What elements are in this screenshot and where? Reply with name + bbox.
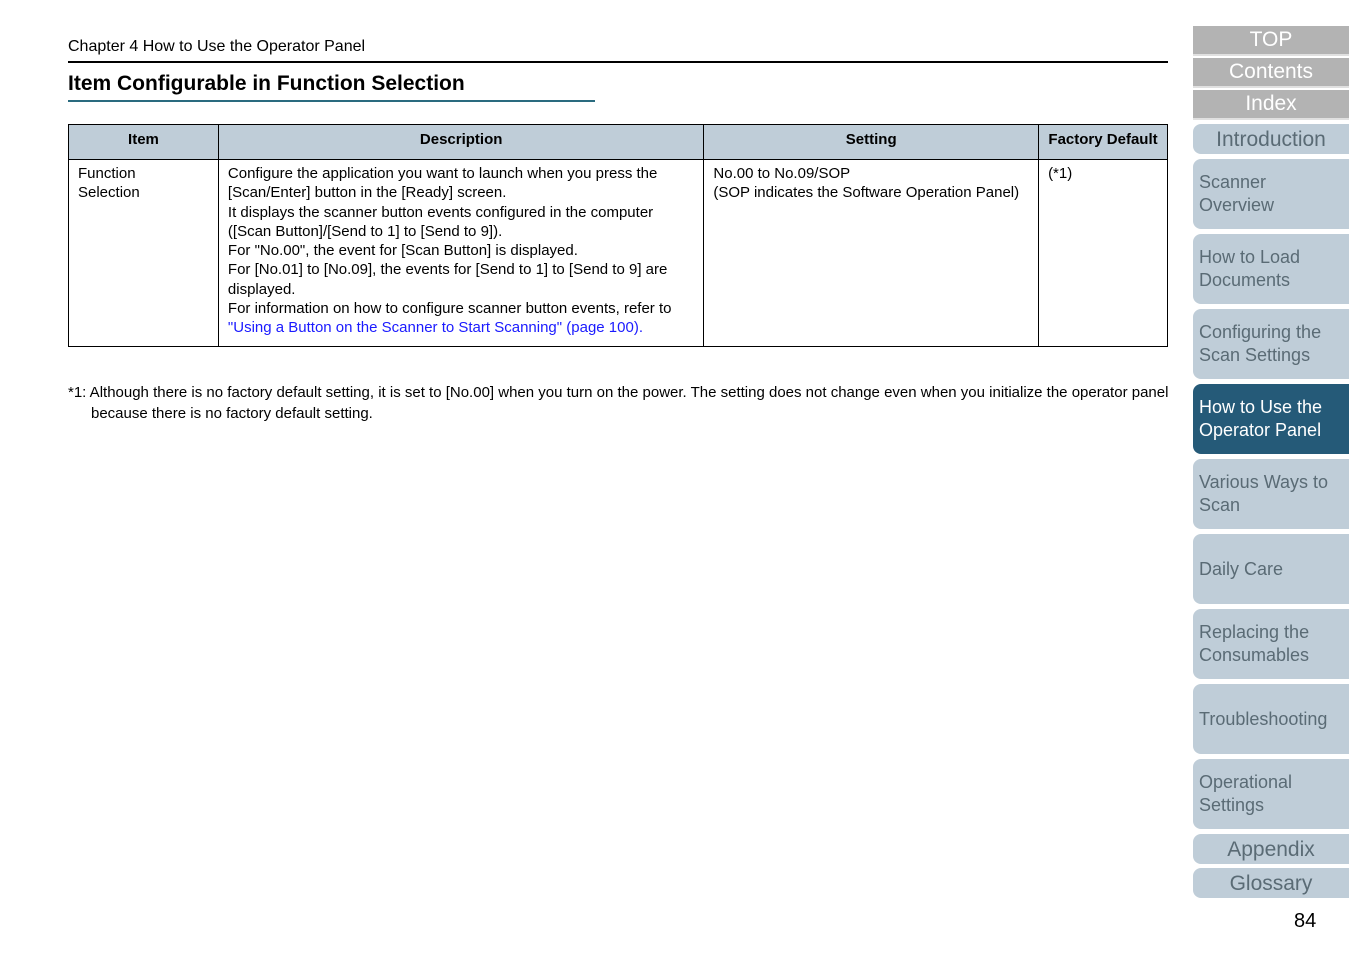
tab-troubleshooting[interactable] [1193, 684, 1349, 754]
setting-line: No.00 to No.09/SOP [713, 165, 851, 182]
description-line: For [No.01] to [No.09], the events for [Send to 1] to [Send to 9] are displayed. [227, 261, 668, 298]
tab-label: Replacing the Consumables [1199, 622, 1310, 665]
sidebar-nav [1193, 26, 1349, 120]
cell-setting [704, 160, 1039, 347]
cell-factory-default: (*1) [1039, 160, 1168, 347]
page-number: 84 [1294, 910, 1317, 932]
tab-label: How to Load Documents [1199, 247, 1301, 290]
header-rule [68, 61, 1168, 63]
tab-glossary[interactable] [1193, 868, 1349, 898]
tab-configuring-scan-settings[interactable] [1193, 309, 1349, 379]
tab-label: Introduction [1216, 127, 1326, 151]
tab-introduction[interactable] [1193, 124, 1349, 154]
item-line: Selection [78, 184, 140, 202]
tab-appendix[interactable] [1193, 834, 1349, 864]
title-underline [68, 100, 595, 102]
tab-replacing-consumables[interactable] [1193, 609, 1349, 679]
tab-operator-panel[interactable] [1193, 384, 1349, 454]
description-line: It displays the scanner button events configured in the computer ([Scan Button]/[Send to 1] to [Send to 9]). [227, 203, 654, 240]
section-title: Item Configurable in Function Selection [68, 72, 465, 95]
chapter-heading: Chapter 4 How to Use the Operator Panel [68, 38, 366, 55]
description-line [228, 299, 694, 338]
top-button[interactable]: TOP [1193, 26, 1349, 56]
tab-label: How to Use the Operator Panel [1199, 397, 1323, 440]
index-button[interactable]: Index [1193, 90, 1349, 120]
tab-label: Scanner Overview [1199, 172, 1275, 215]
cell-item [69, 160, 219, 347]
tab-daily-care[interactable] [1193, 534, 1349, 604]
tab-operational-settings[interactable] [1193, 759, 1349, 829]
table-row [69, 160, 1168, 347]
contents-button[interactable]: Contents [1193, 58, 1349, 88]
col-header-description: Description [218, 125, 703, 160]
tab-label: Appendix [1227, 837, 1315, 861]
description-line: Configure the application you want to launch when you press the [Scan/Enter] button in the [Ready] screen. [227, 165, 658, 202]
footnote: *1: Although there is no factory default setting, it is set to [No.00] when you turn on the power. The setting does not change even when you initialize the operator panel because there is no factory default setting. [68, 384, 1169, 422]
col-header-factory-default: Factory Default [1039, 125, 1168, 160]
description-refer-text: For information on how to configure scanner button events, refer to [227, 300, 672, 318]
tab-various-ways-to-scan[interactable] [1193, 459, 1349, 529]
tab-label: Daily Care [1199, 558, 1284, 579]
tab-scanner-overview[interactable] [1193, 159, 1349, 229]
tab-label: Configuring the Scan Settings [1199, 322, 1322, 365]
tab-label: Various Ways to Scan [1199, 472, 1329, 515]
setting-line: (SOP indicates the Software Operation Panel) [713, 184, 1020, 202]
table-header-row [69, 125, 1168, 160]
tab-label: Troubleshooting [1199, 708, 1328, 729]
col-header-item: Item [69, 125, 219, 160]
scanner-button-link[interactable]: "Using a Button on the Scanner to Start Scanning" (page 100). [227, 319, 643, 337]
cell-description [218, 160, 703, 347]
tab-label: Operational Settings [1199, 772, 1293, 815]
col-header-setting: Setting [704, 125, 1039, 160]
tab-label: Glossary [1229, 871, 1313, 895]
function-selection-table [68, 124, 1168, 347]
item-line: Function [78, 165, 136, 182]
description-line: For "No.00", the event for [Scan Button] is displayed. [227, 242, 578, 260]
tab-how-to-load-documents[interactable] [1193, 234, 1349, 304]
